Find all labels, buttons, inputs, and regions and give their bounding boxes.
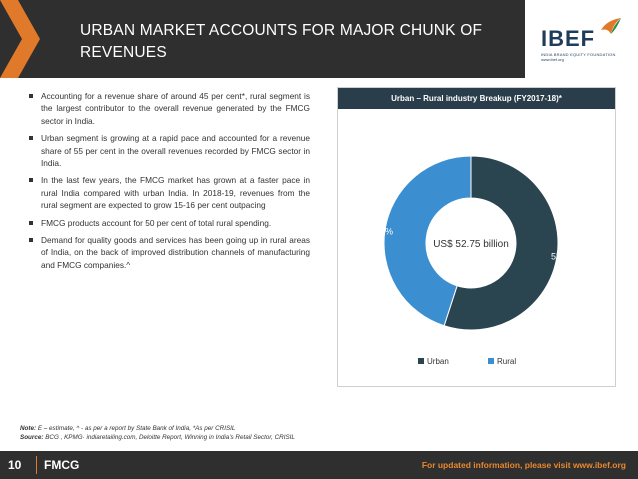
- legend-swatch-urban: [418, 358, 424, 364]
- page-title: [80, 20, 510, 64]
- legend-label-rural: Rural: [497, 357, 517, 366]
- header: [0, 0, 638, 78]
- note-line: [20, 424, 295, 433]
- logo-text: IBEF: [541, 26, 596, 51]
- source-label: Source:: [20, 434, 44, 441]
- slice-label-urban: 55%: [551, 251, 570, 262]
- page-title-line1: URBAN MARKET ACCOUNTS FOR MAJOR CHUNK OF: [80, 22, 483, 39]
- donut-chart: [338, 109, 615, 386]
- legend-label-urban: Urban: [427, 357, 449, 366]
- bullet-list: [28, 90, 310, 276]
- bullet-item: Urban segment is growing at a rapid pace and accounted for a revenue share of 55 per cent in the overall revenues recorded by FMCG sector in India.: [28, 132, 310, 169]
- source-text: BCG , KPMG· indiaretailing.com, Deloitte Report, Winning in India’s Retail Sector, CRISIL: [43, 434, 295, 441]
- logo-url: www.ibef.org: [541, 57, 564, 62]
- notes: [20, 424, 295, 442]
- page-number: 10: [8, 458, 22, 472]
- bullet-item: Demand for quality goods and services has been going up in rural areas of India, on the back of improved distribution channels of manufacturing and FMCG companies.^: [28, 234, 310, 271]
- bullet-item: FMCG products account for 50 per cent of total rural spending.: [28, 217, 310, 229]
- chart-title: Urban – Rural industry Breakup (FY2017-18)*: [338, 88, 615, 109]
- logo-subtitle: INDIA BRAND EQUITY FOUNDATION: [541, 52, 616, 57]
- bird-logo-icon: [599, 16, 623, 36]
- footer-divider: [36, 456, 37, 474]
- page-title-line2: REVENUES: [80, 44, 167, 61]
- legend-swatch-rural: [488, 358, 494, 364]
- chevron-decoration-icon: [0, 0, 62, 78]
- ibef-logo[interactable]: [541, 16, 631, 64]
- bullet-item: In the last few years, the FMCG market has grown at a faster pace in rural India compared with urban India. In 2018-19, revenues from the rural segment are expected to grow 15-16 per cent outpacing: [28, 174, 310, 211]
- chart-center-label: US$ 52.75 billion: [433, 239, 509, 250]
- note-label: Note:: [20, 425, 37, 432]
- note-text: E – estimate, ^ - as per a report by State Bank of India, *As per CRISIL: [36, 425, 236, 432]
- chart-panel: [337, 87, 616, 387]
- source-line: [20, 433, 295, 442]
- bullet-item: Accounting for a revenue share of around 45 per cent*, rural segment is the largest contributor to the overall revenue generated by the FMCG sector in India.: [28, 90, 310, 127]
- footer: [0, 451, 638, 479]
- footer-website-link[interactable]: For updated information, please visit www.ibef.org: [421, 460, 626, 470]
- footer-sector: FMCG: [44, 458, 80, 472]
- slice-label-rural: 45%: [374, 226, 393, 237]
